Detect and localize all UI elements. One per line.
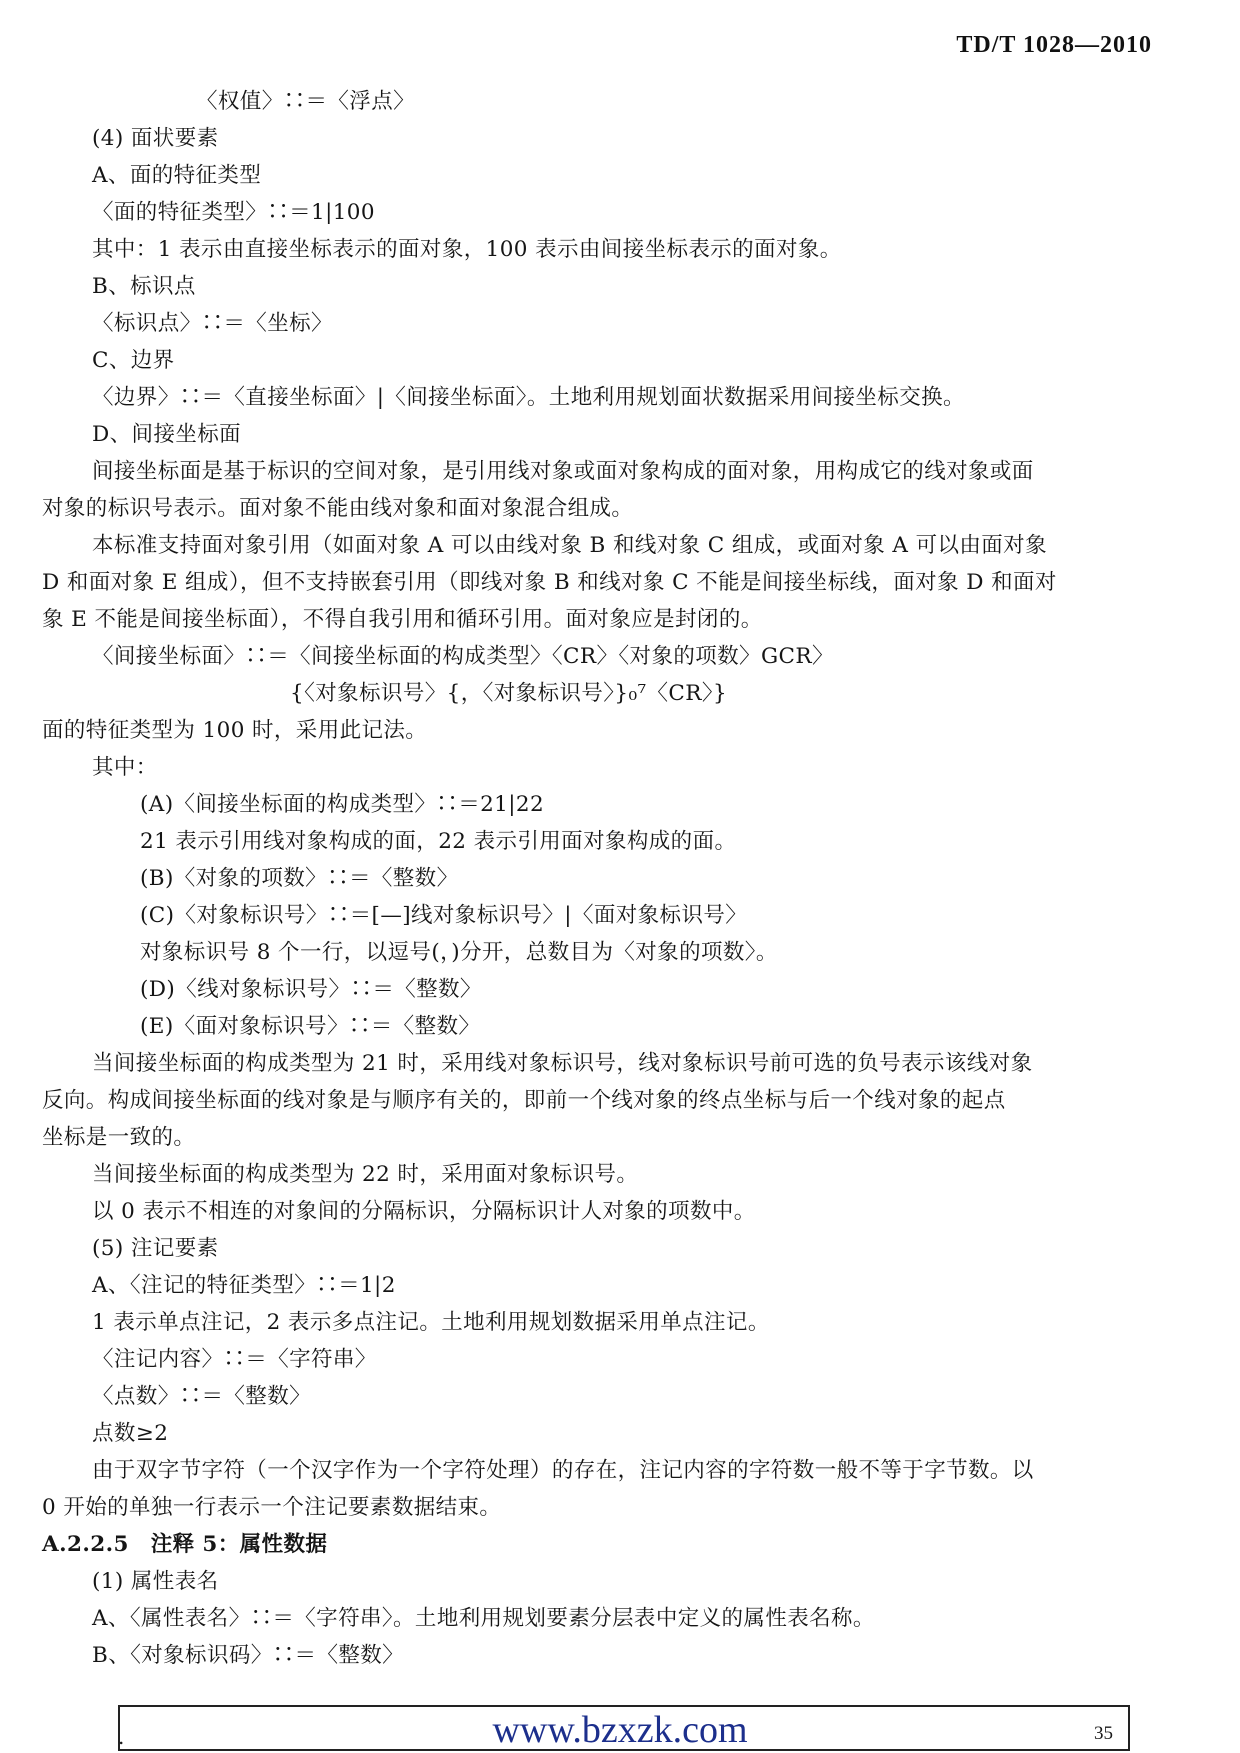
text-line: (A)〈间接坐标面的构成类型〉∷＝21|22 — [140, 792, 545, 817]
text-line: 当间接坐标面的构成类型为 21 时，采用线对象标识号，线对象标识号前可选的负号表示该线对象 — [92, 1051, 1033, 1076]
text-line: 由于双字节字符（一个汉字作为一个字符处理）的存在，注记内容的字符数一般不等于字节数。以 — [92, 1458, 1034, 1483]
text-line: 反向。构成间接坐标面的线对象是与顺序有关的，即前一个线对象的终点坐标与后一个线对象的起点 — [42, 1088, 1006, 1113]
text-line: 〈点数〉∷＝〈整数〉 — [92, 1384, 312, 1409]
text-line: 以 0 表示不相连的对象间的分隔标识，分隔标识计人对象的项数中。 — [92, 1199, 756, 1224]
text-line: D 和面对象 E 组成），但不支持嵌套引用（即线对象 B 和线对象 C 不能是间接坐标线，面对象 D 和面对 — [42, 570, 1057, 595]
text-line: A、面的特征类型 — [92, 163, 262, 188]
text-line: (B)〈对象的项数〉∷＝〈整数〉 — [140, 866, 459, 891]
document-code: TD/T 1028—2010 — [956, 32, 1152, 58]
text-line: (4) 面状要素 — [92, 126, 219, 151]
text-line: 21 表示引用线对象构成的面，22 表示引用面对象构成的面。 — [140, 829, 737, 854]
text-line: (C)〈对象标识号〉∷＝[—]线对象标识号〉|〈面对象标识号〉 — [140, 903, 748, 928]
text-line: (E)〈面对象标识号〉∷＝〈整数〉 — [140, 1014, 481, 1039]
text-line: C、边界 — [92, 348, 175, 373]
text-line: 〈边界〉∷＝〈直接坐标面〉|〈间接坐标面〉。土地利用规划面状数据采用间接坐标交换。 — [92, 385, 965, 410]
text-line: 当间接坐标面的构成类型为 22 时，采用面对象标识号。 — [92, 1162, 639, 1187]
text-line: 〈面的特征类型〉∷＝1|100 — [92, 200, 375, 225]
text-line: 点数≥2 — [92, 1421, 169, 1446]
text-line: 坐标是一致的。 — [42, 1125, 196, 1150]
text-line: B、标识点 — [92, 274, 196, 299]
text-line: 对象标识号 8 个一行，以逗号(，)分开，总数目为〈对象的项数〉。 — [140, 940, 778, 965]
footer-dot: . — [118, 1725, 125, 1749]
page-number: 35 — [1094, 1723, 1113, 1744]
text-line: 〈标识点〉∷＝〈坐标〉 — [92, 311, 333, 336]
text-line: 其中：1 表示由直接坐标表示的面对象，100 表示由间接坐标表示的面对象。 — [92, 237, 842, 262]
text-line: 象 E 不能是间接坐标面），不得自我引用和循环引用。面对象应是封闭的。 — [42, 607, 763, 632]
text-line: 〈间接坐标面〉∷＝〈间接坐标面的构成类型〉〈CR〉〈对象的项数〉GCR〉 — [92, 644, 834, 669]
text-line: 面的特征类型为 100 时，采用此记法。 — [42, 718, 428, 743]
text-line: 〈权值〉∷＝〈浮点〉 — [196, 89, 416, 114]
text-line: A、〈属性表名〉∷＝〈字符串〉。土地利用规划要素分层表中定义的属性表名称。 — [92, 1606, 875, 1631]
text-line: (5) 注记要素 — [92, 1236, 219, 1261]
text-line: (D)〈线对象标识号〉∷＝〈整数〉 — [140, 977, 482, 1002]
text-line: (1) 属性表名 — [92, 1569, 219, 1594]
text-line: 本标准支持面对象引用（如面对象 A 可以由线对象 B 和线对象 C 组成，或面对象 A 可以由面对象 — [92, 533, 1047, 558]
text-line: 1 表示单点注记，2 表示多点注记。土地利用规划数据采用单点注记。 — [92, 1310, 770, 1335]
text-line: 其中： — [92, 755, 158, 780]
text-line: 对象的标识号表示。面对象不能由线对象和面对象混合组成。 — [42, 496, 634, 521]
text-line: 间接坐标面是基于标识的空间对象，是引用线对象或面对象构成的面对象，用构成它的线对象或面 — [92, 459, 1034, 484]
text-line: A、〈注记的特征类型〉∷＝1|2 — [92, 1273, 396, 1298]
text-line: D、间接坐标面 — [92, 422, 242, 447]
website-watermark: www.bzxzk.com — [492, 1709, 748, 1751]
text-line: B、〈对象标识码〉∷＝〈整数〉 — [92, 1643, 405, 1668]
text-line: 〈注记内容〉∷＝〈字符串〉 — [92, 1347, 377, 1372]
text-line: {〈对象标识号〉{，〈对象标识号〉}₀⁷〈CR〉} — [290, 681, 728, 706]
text-line: 0 开始的单独一行表示一个注记要素数据结束。 — [42, 1495, 502, 1520]
section-heading: A.2.2.5 注释 5：属性数据 — [42, 1532, 328, 1557]
